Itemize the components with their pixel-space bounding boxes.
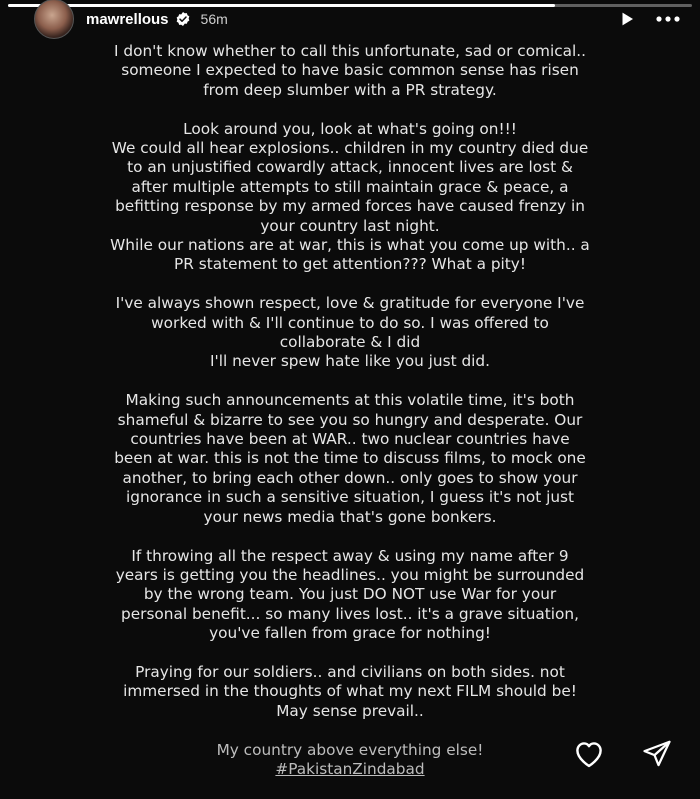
story-footer [572,738,672,768]
username[interactable]: mawrellous [86,10,169,28]
paragraph-3 [20,294,680,372]
text-line: your country last night. [260,216,440,235]
text-line: Making such announcements at this volatile time, it's both [125,391,575,410]
hashtag-link[interactable]: #PakistanZindabad [275,759,425,778]
text-line: another, to bring each other down.. only goes to show your [122,468,578,487]
text-line: If throwing all the respect away & using my name after 9 [131,546,569,565]
text-line: befitting response by my armed forces have caused frenzy in [115,197,585,216]
text-line: While our nations are at war, this is what you come up with.. a [110,236,590,255]
text-line: shameful & bizarre to see you so hungry and desperate. Our [117,410,583,429]
story-text [20,42,680,799]
text-line: I don't know whether to call this unfortunate, sad or comical.. [114,42,586,60]
paragraph-2 [20,120,680,275]
post-time: 56m [200,11,228,27]
paragraph-1 [20,42,680,100]
heart-icon[interactable] [572,738,606,768]
text-line: after multiple attempts to still maintain grace & peace, a [131,177,569,196]
text-line: ignorance in such a sensitive situation, I guess it's not just [125,488,575,507]
text-line: to an unjustified cowardly attack, innocent lives are lost & [127,158,573,177]
text-line: collaborate & I did [279,333,421,352]
paragraph-4 [20,391,680,527]
text-line: personal benefit... so many lives lost.. it's a grave situation, [121,604,579,623]
profile-avatar[interactable] [34,0,74,39]
text-line: We could all hear explosions.. children in my country died due [111,139,589,158]
text-line: I've always shown respect, love & gratitude for everyone I've [115,294,585,313]
play-icon[interactable] [618,10,636,28]
text-line: PR statement to get attention??? What a pity! [174,255,526,274]
text-line: your news media that's gone bonkers. [203,507,497,526]
text-line: Look around you, look at what's going on!!! [183,119,517,138]
text-line: you've fallen from grace for nothing! [209,624,491,643]
story-header [34,8,680,30]
send-icon[interactable] [642,739,672,767]
verified-badge-icon [175,11,191,27]
more-options-icon[interactable] [656,15,680,23]
story-progress-bar [8,4,692,7]
closing-line: My country above everything else! [216,740,484,759]
text-line: immersed in the thoughts of what my next FILM should be! [123,682,577,701]
text-line: I'll never spew hate like you just did. [210,352,490,371]
text-line: by the wrong team. You just DO NOT use War for your [143,585,557,604]
text-line: worked with & I'll continue to do so. I was offered to [151,313,549,332]
text-line: countries have been at WAR.. two nuclear countries have [130,430,570,449]
text-line: years is getting you the headlines.. you might be surrounded [115,565,585,584]
paragraph-5 [20,547,680,644]
text-line: someone I expected to have basic common sense has risen [121,61,579,80]
story-progress-fill [8,4,555,7]
text-line: been at war. this is not the time to discuss films, to mock one [114,449,586,468]
text-line: from deep slumber with a PR strategy. [203,80,497,99]
text-line: Praying for our soldiers.. and civilians on both sides. not [135,662,565,681]
text-line: May sense prevail.. [276,701,424,720]
paragraph-6 [20,663,680,721]
